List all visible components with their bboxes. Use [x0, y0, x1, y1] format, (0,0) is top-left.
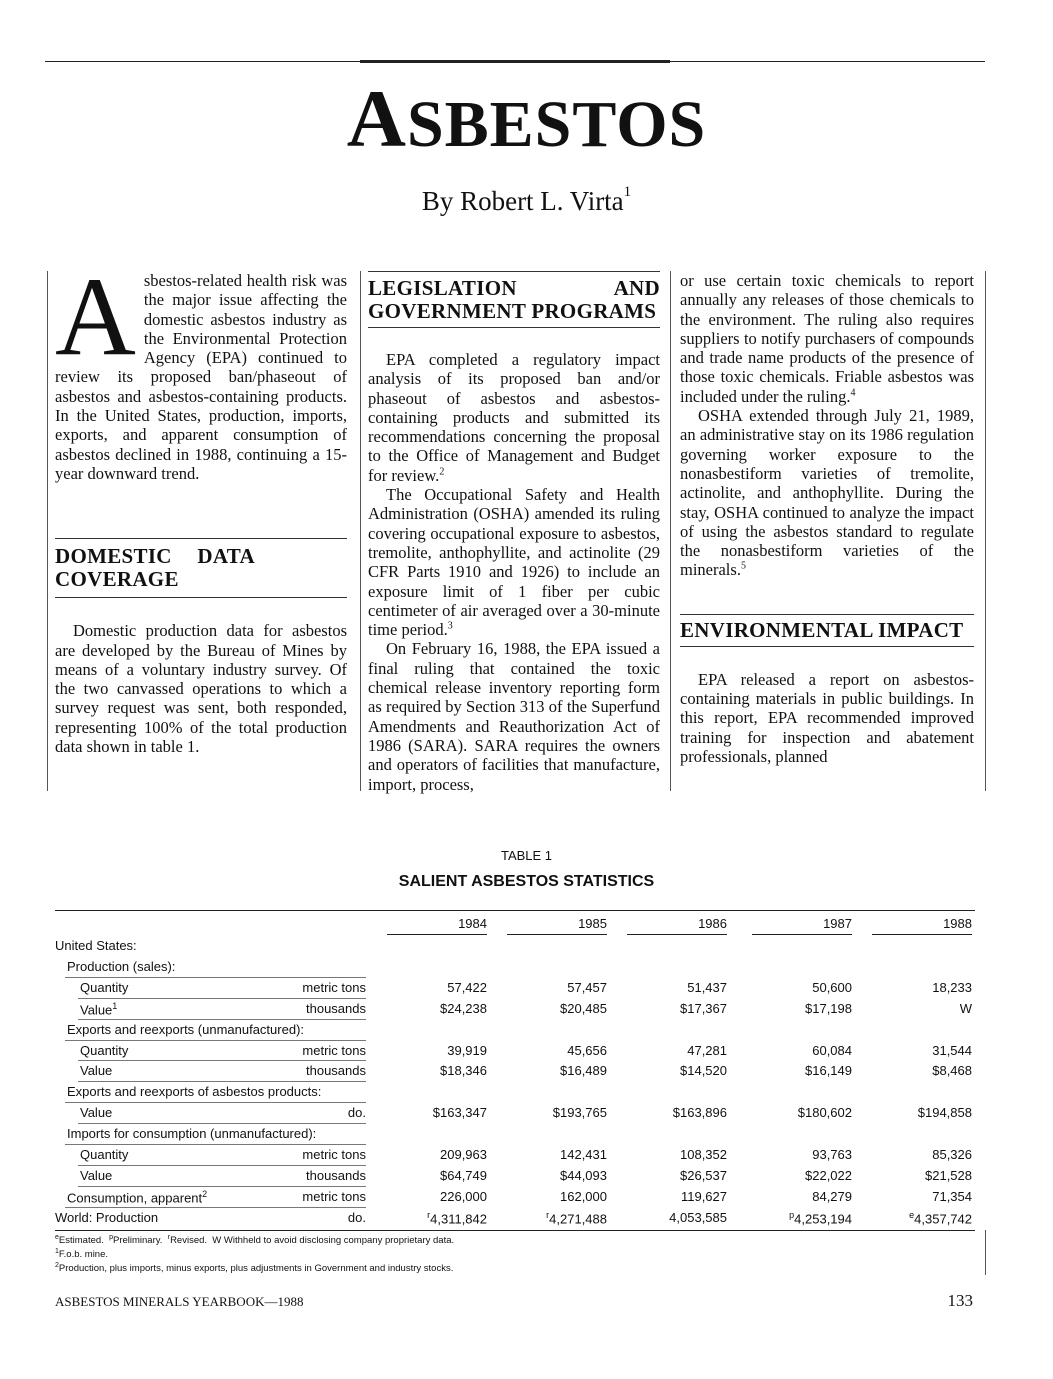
- column-rule: [47, 271, 48, 791]
- table-row: [55, 1082, 975, 1103]
- row-unit: metric tons: [302, 1147, 366, 1162]
- table-cell: $194,858: [917, 1105, 972, 1121]
- row-label: Exports and reexports of asbestos products:: [67, 1084, 322, 1100]
- table-header-row: [55, 914, 975, 935]
- table-cell: $180,602: [797, 1105, 852, 1121]
- table-cell: 4,053,585: [669, 1209, 727, 1225]
- table-row: [55, 1103, 975, 1124]
- paragraph: OSHA extended through July 21, 1989, an administrative stay on its 1986 regulation governing worker exposure to the nonasbestiform varieties of tremolite, actinolite, and anthophyllite. During the stay, OSHA continued to analyze the impact of using the asbestos standard to regulate the nonasbestiform varieties of the minerals.$^5$: [680, 406, 974, 580]
- table-cell: 47,281: [687, 1042, 727, 1058]
- intro-text: sbestos-related health risk was the major issue affecting the domestic asbestos industry as the Environmental Protection Agency (EPA) continued to review its proposed ban/phaseout of asbestos and asbestos-containing products. In the United States, production, imports, exports, and apparent consumption of asbestos declined in 1988, continuing a 15-year downward trend.: [55, 271, 347, 483]
- year-underline: [872, 934, 972, 935]
- table-cell: 45,656: [567, 1042, 607, 1058]
- page-title: ASBESTOS: [346, 73, 707, 164]
- table-cell: 108,352: [680, 1147, 727, 1162]
- table-cell: $^r$4,311,842: [427, 1209, 487, 1227]
- table-cell: 57,457: [567, 979, 607, 995]
- byline: By Robert L. Virta$^1$: [421, 184, 632, 216]
- row-label: Quantity: [80, 1147, 129, 1162]
- row-label: Consumption, apparent$^2$: [67, 1188, 208, 1206]
- table-cell: 85,326: [932, 1147, 972, 1162]
- year-header: 1987: [823, 916, 852, 931]
- table-cell: $17,367: [680, 1000, 727, 1016]
- row-label: Value: [80, 1167, 113, 1183]
- row-label: Quantity: [80, 1042, 129, 1058]
- row-unit: metric tons: [302, 1188, 366, 1204]
- row-label: Exports and reexports (unmanufactured):: [67, 1021, 305, 1037]
- table-cell: $17,198: [805, 1000, 852, 1016]
- table-cell: $21,528: [925, 1167, 972, 1183]
- paragraph: The Occupational Safety and Health Administration (OSHA) amended its ruling covering occupational exposure to asbestos, tremolite, anthophyllite, and actinolite (29 CFR Parts 1910 and 1926) to include an exposure limit of 1 fiber per cubic centimeter of air averaged over a 30-minute time period.$^3$: [368, 485, 660, 640]
- paragraph: EPA completed a regulatory impact analysis of its proposed ban and/or phaseout of asbestos and asbestos-containing products and submitted its recommendations concerning the proposal to the Office of Management and Budget for review.$^2$: [368, 350, 660, 485]
- table-cell: $16,149: [805, 1063, 852, 1079]
- table-cell: 142,431: [560, 1147, 607, 1162]
- year-header: 1988: [943, 916, 972, 931]
- table-cell: $24,238: [440, 1000, 487, 1016]
- table-row: [55, 1124, 975, 1145]
- year-header: 1985: [578, 916, 607, 931]
- running-footer: ASBESTOS MINERALS YEARBOOK—1988: [55, 1294, 304, 1309]
- table-row: [55, 978, 975, 999]
- year-header: 1986: [698, 916, 727, 931]
- column-rule: [360, 271, 361, 791]
- paragraph: EPA released a report on asbestos-containing materials in public buildings. In this report, EPA recommended improved training for inspection and abatement professionals, planned: [680, 669, 974, 766]
- row-label: Imports for consumption (unmanufactured):: [67, 1126, 317, 1142]
- table-bottom-rule: [55, 1230, 975, 1231]
- row-unit: thousands: [306, 1063, 366, 1079]
- row-label: Value$^1$: [80, 1000, 118, 1018]
- column-2: [368, 271, 660, 794]
- table-cell: 31,544: [932, 1042, 972, 1058]
- year-underline: [627, 934, 727, 935]
- table-top-rule: [55, 910, 975, 911]
- table-title: SALIENT ASBESTOS STATISTICS: [398, 873, 655, 890]
- table-footnote: $^1$F.o.b. mine.: [55, 1248, 109, 1261]
- top-rule-heavy: [360, 60, 670, 63]
- row-label: Production (sales):: [67, 958, 176, 974]
- table-cell: 119,627: [680, 1188, 727, 1204]
- table-cell: $^r$4,271,488: [546, 1209, 607, 1227]
- table-cell: $163,896: [672, 1105, 727, 1121]
- row-unit: metric tons: [302, 1042, 366, 1058]
- table-cell: $^e$4,357,742: [909, 1209, 972, 1227]
- table-cell: 18,233: [932, 979, 972, 995]
- row-label: Value: [80, 1063, 113, 1079]
- row-unit: thousands: [306, 1000, 366, 1016]
- table-cell: 50,600: [812, 979, 852, 995]
- row-label: Quantity: [80, 979, 129, 995]
- table-row: [55, 1041, 975, 1062]
- section-heading: LEGISLATION AND GOVERNMENT PROGRAMS: [368, 276, 660, 323]
- row-unit: metric tons: [302, 979, 366, 995]
- table-cell: 84,279: [812, 1188, 852, 1204]
- row-label: United States:: [55, 938, 137, 953]
- column-rule: [670, 271, 671, 791]
- table-cell: $14,520: [680, 1063, 727, 1079]
- year-underline: [752, 934, 852, 935]
- table-cell: $16,489: [560, 1063, 607, 1079]
- table-row: [55, 957, 975, 978]
- column-3: [680, 271, 974, 766]
- section-heading: DOMESTIC DATA COVERAGE: [55, 544, 255, 592]
- table-cell: 209,963: [440, 1147, 487, 1162]
- table-cell: 39,919: [447, 1042, 487, 1058]
- row-unit: thousands: [306, 1167, 366, 1183]
- row-unit: do.: [347, 1105, 366, 1121]
- table-cell: 57,422: [447, 979, 487, 995]
- table-cell: $26,537: [680, 1167, 727, 1183]
- table-cell: 51,437: [687, 979, 727, 995]
- table-row: [55, 1061, 975, 1082]
- section-heading: ENVIRONMENTAL IMPACT: [680, 617, 964, 642]
- table-cell: $20,485: [560, 1000, 607, 1016]
- table-cell: $44,093: [560, 1167, 607, 1183]
- year-underline: [387, 934, 487, 935]
- row-unit: do.: [347, 1209, 366, 1225]
- year-header: 1984: [458, 916, 487, 931]
- table-cell: $18,346: [440, 1063, 487, 1079]
- table-label: TABLE 1: [500, 848, 553, 863]
- table-footnote: $^2$Production, plus imports, minus exports, plus adjustments in Government and industry stocks.: [55, 1262, 454, 1275]
- table-cell: 60,084: [812, 1042, 852, 1058]
- column-rule: [985, 1230, 986, 1275]
- page-number: 133: [947, 1291, 973, 1310]
- paragraph: Domestic production data for asbestos are developed by the Bureau of Mines by means of a voluntary industry survey. Of the two canvassed operations to which a survey request was sent, both responded, representing 100% of the total production data shown in table 1.: [55, 621, 347, 757]
- table-row: [55, 1187, 975, 1208]
- table-cell: $193,765: [552, 1105, 607, 1121]
- table-row: [55, 1145, 975, 1166]
- column-rule: [985, 271, 986, 791]
- table-row: [55, 999, 975, 1020]
- paragraph: On February 16, 1988, the EPA issued a final ruling that contained the toxic chemical release inventory reporting form as required by Section 313 of the Superfund Amendments and Reauthorization Act of 1986 (SARA). SARA requires the owners and operators of facilities that manufacture, import, process,: [368, 639, 660, 794]
- table-row: [55, 1166, 975, 1187]
- row-label: World: Production: [55, 1209, 159, 1225]
- table-footnote: $^e$Estimated. $^p$Preliminary. $^r$Revised. W Withheld to avoid disclosing company proprietary data.: [55, 1234, 455, 1247]
- table-cell: $^p$4,253,194: [789, 1209, 852, 1227]
- table-cell: 93,763: [812, 1147, 852, 1162]
- table-cell: $8,468: [932, 1063, 972, 1079]
- table-row: [55, 1208, 975, 1229]
- table-row: [55, 936, 975, 957]
- table-cell: 226,000: [440, 1188, 487, 1204]
- drop-cap: A: [55, 255, 136, 379]
- paragraph: or use certain toxic chemicals to report annually any releases of those chemicals to the environment. The ruling also requires suppliers to notify purchasers of compounds and trade name products of the presence of those toxic chemicals. Friable asbestos was included under the ruling.$^4$: [680, 271, 974, 406]
- table-cell: $64,749: [440, 1167, 487, 1183]
- table-cell: 162,000: [560, 1188, 607, 1204]
- table-cell: $163,347: [432, 1105, 487, 1121]
- column-1: [55, 255, 347, 757]
- table-cell: $22,022: [805, 1167, 852, 1183]
- year-underline: [507, 934, 607, 935]
- table-row: [55, 1020, 975, 1041]
- row-label: Value: [80, 1105, 113, 1121]
- table-cell: W: [959, 1000, 972, 1016]
- table-cell: 71,354: [932, 1188, 972, 1204]
